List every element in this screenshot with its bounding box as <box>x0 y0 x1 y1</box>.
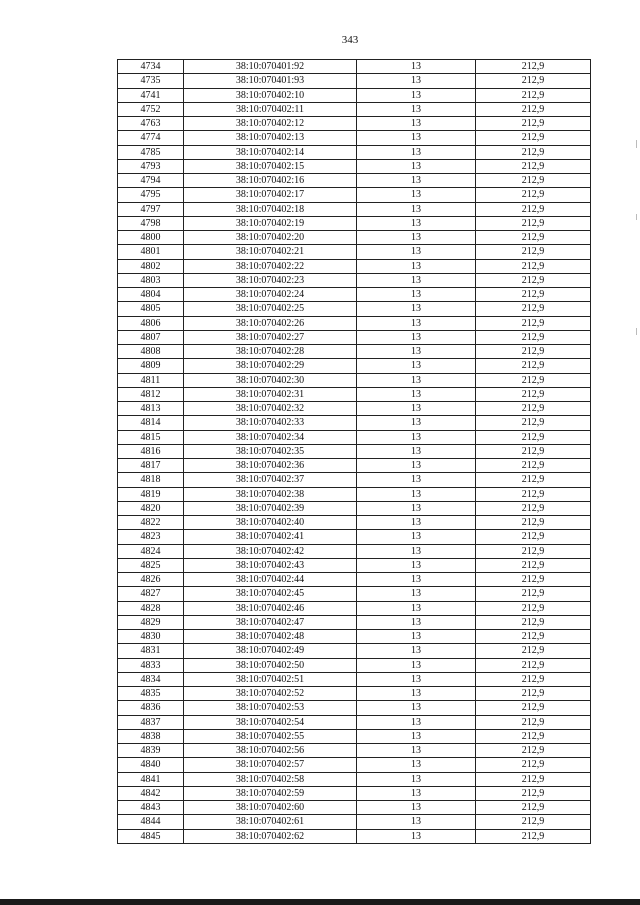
count-cell: 13 <box>357 60 476 74</box>
row-number-cell: 4800 <box>118 231 184 245</box>
cadastral-number-cell: 38:10:070402:44 <box>184 573 357 587</box>
area-cell: 212,9 <box>476 701 591 715</box>
cadastral-number-cell: 38:10:070402:60 <box>184 801 357 815</box>
scan-bottom-edge <box>0 899 640 905</box>
area-cell: 212,9 <box>476 302 591 316</box>
area-cell: 212,9 <box>476 188 591 202</box>
scan-edge-mark <box>636 328 637 335</box>
count-cell: 13 <box>357 715 476 729</box>
table-row <box>118 202 591 216</box>
area-cell: 212,9 <box>476 273 591 287</box>
count-cell: 13 <box>357 501 476 515</box>
area-cell: 212,9 <box>476 758 591 772</box>
cadastral-number-cell: 38:10:070402:23 <box>184 273 357 287</box>
count-cell: 13 <box>357 259 476 273</box>
area-cell: 212,9 <box>476 573 591 587</box>
cadastral-number-cell: 38:10:070402:32 <box>184 402 357 416</box>
cadastral-number-cell: 38:10:070402:42 <box>184 544 357 558</box>
row-number-cell: 4825 <box>118 558 184 572</box>
table-row <box>118 829 591 843</box>
table-row <box>118 345 591 359</box>
row-number-cell: 4807 <box>118 330 184 344</box>
cadastral-number-cell: 38:10:070402:24 <box>184 288 357 302</box>
area-cell: 212,9 <box>476 815 591 829</box>
row-number-cell: 4814 <box>118 416 184 430</box>
area-cell: 212,9 <box>476 772 591 786</box>
count-cell: 13 <box>357 273 476 287</box>
area-cell: 212,9 <box>476 288 591 302</box>
cadastral-number-cell: 38:10:070402:49 <box>184 644 357 658</box>
row-number-cell: 4774 <box>118 131 184 145</box>
table-row <box>118 288 591 302</box>
table-row <box>118 416 591 430</box>
table-row <box>118 60 591 74</box>
area-cell: 212,9 <box>476 672 591 686</box>
count-cell: 13 <box>357 729 476 743</box>
page-number: 343 <box>341 34 359 46</box>
count-cell: 13 <box>357 573 476 587</box>
area-cell: 212,9 <box>476 316 591 330</box>
table-row <box>118 216 591 230</box>
count-cell: 13 <box>357 216 476 230</box>
row-number-cell: 4801 <box>118 245 184 259</box>
count-cell: 13 <box>357 416 476 430</box>
row-number-cell: 4827 <box>118 587 184 601</box>
cadastral-number-cell: 38:10:070402:62 <box>184 829 357 843</box>
cadastral-number-cell: 38:10:070402:38 <box>184 487 357 501</box>
count-cell: 13 <box>357 601 476 615</box>
count-cell: 13 <box>357 687 476 701</box>
registry-table-body <box>118 60 591 844</box>
table-row <box>118 387 591 401</box>
count-cell: 13 <box>357 359 476 373</box>
row-number-cell: 4802 <box>118 259 184 273</box>
cadastral-number-cell: 38:10:070402:59 <box>184 786 357 800</box>
area-cell: 212,9 <box>476 615 591 629</box>
table-row <box>118 815 591 829</box>
registry-table <box>117 59 591 844</box>
table-row <box>118 544 591 558</box>
area-cell: 212,9 <box>476 601 591 615</box>
cadastral-number-cell: 38:10:070402:17 <box>184 188 357 202</box>
count-cell: 13 <box>357 487 476 501</box>
table-row <box>118 159 591 173</box>
row-number-cell: 4803 <box>118 273 184 287</box>
table-row <box>118 145 591 159</box>
table-row <box>118 516 591 530</box>
row-number-cell: 4829 <box>118 615 184 629</box>
area-cell: 212,9 <box>476 658 591 672</box>
table-row <box>118 117 591 131</box>
table-row <box>118 801 591 815</box>
table-row <box>118 316 591 330</box>
row-number-cell: 4828 <box>118 601 184 615</box>
area-cell: 212,9 <box>476 373 591 387</box>
area-cell: 212,9 <box>476 430 591 444</box>
area-cell: 212,9 <box>476 587 591 601</box>
cadastral-number-cell: 38:10:070402:25 <box>184 302 357 316</box>
cadastral-number-cell: 38:10:070402:15 <box>184 159 357 173</box>
cadastral-number-cell: 38:10:070402:16 <box>184 174 357 188</box>
count-cell: 13 <box>357 88 476 102</box>
table-row <box>118 131 591 145</box>
scan-edge-mark <box>636 140 637 148</box>
row-number-cell: 4813 <box>118 402 184 416</box>
count-cell: 13 <box>357 744 476 758</box>
area-cell: 212,9 <box>476 786 591 800</box>
area-cell: 212,9 <box>476 644 591 658</box>
cadastral-number-cell: 38:10:070402:33 <box>184 416 357 430</box>
cadastral-number-cell: 38:10:070402:20 <box>184 231 357 245</box>
area-cell: 212,9 <box>476 715 591 729</box>
row-number-cell: 4839 <box>118 744 184 758</box>
count-cell: 13 <box>357 330 476 344</box>
cadastral-number-cell: 38:10:070402:31 <box>184 387 357 401</box>
area-cell: 212,9 <box>476 60 591 74</box>
row-number-cell: 4822 <box>118 516 184 530</box>
cadastral-number-cell: 38:10:070402:29 <box>184 359 357 373</box>
area-cell: 212,9 <box>476 102 591 116</box>
table-row <box>118 74 591 88</box>
table-row <box>118 402 591 416</box>
table-row <box>118 174 591 188</box>
table-row <box>118 573 591 587</box>
area-cell: 212,9 <box>476 159 591 173</box>
row-number-cell: 4795 <box>118 188 184 202</box>
row-number-cell: 4734 <box>118 60 184 74</box>
cadastral-number-cell: 38:10:070402:61 <box>184 815 357 829</box>
count-cell: 13 <box>357 516 476 530</box>
count-cell: 13 <box>357 131 476 145</box>
row-number-cell: 4793 <box>118 159 184 173</box>
count-cell: 13 <box>357 459 476 473</box>
area-cell: 212,9 <box>476 516 591 530</box>
area-cell: 212,9 <box>476 744 591 758</box>
row-number-cell: 4785 <box>118 145 184 159</box>
count-cell: 13 <box>357 302 476 316</box>
cadastral-number-cell: 38:10:070402:14 <box>184 145 357 159</box>
count-cell: 13 <box>357 345 476 359</box>
table-row <box>118 601 591 615</box>
table-row <box>118 188 591 202</box>
row-number-cell: 4835 <box>118 687 184 701</box>
count-cell: 13 <box>357 758 476 772</box>
cadastral-number-cell: 38:10:070401:93 <box>184 74 357 88</box>
cadastral-number-cell: 38:10:070402:22 <box>184 259 357 273</box>
count-cell: 13 <box>357 701 476 715</box>
cadastral-number-cell: 38:10:070401:92 <box>184 60 357 74</box>
row-number-cell: 4798 <box>118 216 184 230</box>
area-cell: 212,9 <box>476 74 591 88</box>
count-cell: 13 <box>357 430 476 444</box>
row-number-cell: 4823 <box>118 530 184 544</box>
row-number-cell: 4763 <box>118 117 184 131</box>
row-number-cell: 4817 <box>118 459 184 473</box>
cadastral-number-cell: 38:10:070402:43 <box>184 558 357 572</box>
count-cell: 13 <box>357 159 476 173</box>
scan-edge-mark <box>636 214 637 220</box>
cadastral-number-cell: 38:10:070402:13 <box>184 131 357 145</box>
area-cell: 212,9 <box>476 145 591 159</box>
area-cell: 212,9 <box>476 402 591 416</box>
area-cell: 212,9 <box>476 729 591 743</box>
count-cell: 13 <box>357 231 476 245</box>
cadastral-number-cell: 38:10:070402:21 <box>184 245 357 259</box>
table-row <box>118 273 591 287</box>
count-cell: 13 <box>357 402 476 416</box>
count-cell: 13 <box>357 174 476 188</box>
count-cell: 13 <box>357 245 476 259</box>
row-number-cell: 4831 <box>118 644 184 658</box>
cadastral-number-cell: 38:10:070402:48 <box>184 630 357 644</box>
table-row <box>118 772 591 786</box>
area-cell: 212,9 <box>476 487 591 501</box>
count-cell: 13 <box>357 473 476 487</box>
area-cell: 212,9 <box>476 558 591 572</box>
cadastral-number-cell: 38:10:070402:10 <box>184 88 357 102</box>
row-number-cell: 4812 <box>118 387 184 401</box>
count-cell: 13 <box>357 615 476 629</box>
area-cell: 212,9 <box>476 829 591 843</box>
table-row <box>118 102 591 116</box>
row-number-cell: 4816 <box>118 444 184 458</box>
cadastral-number-cell: 38:10:070402:52 <box>184 687 357 701</box>
row-number-cell: 4806 <box>118 316 184 330</box>
cadastral-number-cell: 38:10:070402:35 <box>184 444 357 458</box>
row-number-cell: 4735 <box>118 74 184 88</box>
cadastral-number-cell: 38:10:070402:41 <box>184 530 357 544</box>
table-row <box>118 701 591 715</box>
row-number-cell: 4809 <box>118 359 184 373</box>
table-row <box>118 687 591 701</box>
table-row <box>118 672 591 686</box>
count-cell: 13 <box>357 444 476 458</box>
area-cell: 212,9 <box>476 88 591 102</box>
cadastral-number-cell: 38:10:070402:56 <box>184 744 357 758</box>
count-cell: 13 <box>357 801 476 815</box>
count-cell: 13 <box>357 658 476 672</box>
row-number-cell: 4811 <box>118 373 184 387</box>
count-cell: 13 <box>357 387 476 401</box>
row-number-cell: 4833 <box>118 658 184 672</box>
row-number-cell: 4840 <box>118 758 184 772</box>
cadastral-number-cell: 38:10:070402:47 <box>184 615 357 629</box>
row-number-cell: 4844 <box>118 815 184 829</box>
area-cell: 212,9 <box>476 330 591 344</box>
table-row <box>118 330 591 344</box>
row-number-cell: 4845 <box>118 829 184 843</box>
row-number-cell: 4834 <box>118 672 184 686</box>
row-number-cell: 4820 <box>118 501 184 515</box>
cadastral-number-cell: 38:10:070402:55 <box>184 729 357 743</box>
count-cell: 13 <box>357 202 476 216</box>
count-cell: 13 <box>357 644 476 658</box>
count-cell: 13 <box>357 672 476 686</box>
row-number-cell: 4805 <box>118 302 184 316</box>
area-cell: 212,9 <box>476 444 591 458</box>
cadastral-number-cell: 38:10:070402:11 <box>184 102 357 116</box>
row-number-cell: 4797 <box>118 202 184 216</box>
table-row <box>118 715 591 729</box>
table-row <box>118 231 591 245</box>
area-cell: 212,9 <box>476 131 591 145</box>
cadastral-number-cell: 38:10:070402:26 <box>184 316 357 330</box>
area-cell: 212,9 <box>476 544 591 558</box>
cadastral-number-cell: 38:10:070402:53 <box>184 701 357 715</box>
table-row <box>118 501 591 515</box>
count-cell: 13 <box>357 145 476 159</box>
cadastral-number-cell: 38:10:070402:58 <box>184 772 357 786</box>
row-number-cell: 4843 <box>118 801 184 815</box>
area-cell: 212,9 <box>476 459 591 473</box>
table-row <box>118 88 591 102</box>
count-cell: 13 <box>357 373 476 387</box>
area-cell: 212,9 <box>476 473 591 487</box>
row-number-cell: 4836 <box>118 701 184 715</box>
count-cell: 13 <box>357 630 476 644</box>
count-cell: 13 <box>357 815 476 829</box>
count-cell: 13 <box>357 558 476 572</box>
cadastral-number-cell: 38:10:070402:19 <box>184 216 357 230</box>
row-number-cell: 4838 <box>118 729 184 743</box>
cadastral-number-cell: 38:10:070402:50 <box>184 658 357 672</box>
table-row <box>118 644 591 658</box>
count-cell: 13 <box>357 530 476 544</box>
area-cell: 212,9 <box>476 259 591 273</box>
row-number-cell: 4826 <box>118 573 184 587</box>
count-cell: 13 <box>357 829 476 843</box>
table-row <box>118 530 591 544</box>
table-row <box>118 587 591 601</box>
cadastral-number-cell: 38:10:070402:46 <box>184 601 357 615</box>
table-row <box>118 758 591 772</box>
table-row <box>118 786 591 800</box>
row-number-cell: 4804 <box>118 288 184 302</box>
area-cell: 212,9 <box>476 174 591 188</box>
cadastral-number-cell: 38:10:070402:51 <box>184 672 357 686</box>
cadastral-number-cell: 38:10:070402:39 <box>184 501 357 515</box>
count-cell: 13 <box>357 786 476 800</box>
table-row <box>118 615 591 629</box>
cadastral-number-cell: 38:10:070402:30 <box>184 373 357 387</box>
row-number-cell: 4752 <box>118 102 184 116</box>
area-cell: 212,9 <box>476 387 591 401</box>
area-cell: 212,9 <box>476 801 591 815</box>
row-number-cell: 4794 <box>118 174 184 188</box>
table-row <box>118 658 591 672</box>
table-row <box>118 744 591 758</box>
row-number-cell: 4819 <box>118 487 184 501</box>
area-cell: 212,9 <box>476 231 591 245</box>
area-cell: 212,9 <box>476 530 591 544</box>
table-row <box>118 444 591 458</box>
cadastral-number-cell: 38:10:070402:18 <box>184 202 357 216</box>
cadastral-number-cell: 38:10:070402:27 <box>184 330 357 344</box>
table-row <box>118 259 591 273</box>
count-cell: 13 <box>357 188 476 202</box>
count-cell: 13 <box>357 102 476 116</box>
row-number-cell: 4741 <box>118 88 184 102</box>
cadastral-number-cell: 38:10:070402:12 <box>184 117 357 131</box>
row-number-cell: 4830 <box>118 630 184 644</box>
count-cell: 13 <box>357 587 476 601</box>
table-row <box>118 558 591 572</box>
count-cell: 13 <box>357 544 476 558</box>
count-cell: 13 <box>357 772 476 786</box>
cadastral-number-cell: 38:10:070402:36 <box>184 459 357 473</box>
area-cell: 212,9 <box>476 202 591 216</box>
count-cell: 13 <box>357 74 476 88</box>
table-row <box>118 302 591 316</box>
table-row <box>118 430 591 444</box>
row-number-cell: 4824 <box>118 544 184 558</box>
table-row <box>118 729 591 743</box>
table-row <box>118 373 591 387</box>
row-number-cell: 4815 <box>118 430 184 444</box>
area-cell: 212,9 <box>476 416 591 430</box>
area-cell: 212,9 <box>476 117 591 131</box>
area-cell: 212,9 <box>476 245 591 259</box>
area-cell: 212,9 <box>476 216 591 230</box>
area-cell: 212,9 <box>476 501 591 515</box>
table-row <box>118 630 591 644</box>
cadastral-number-cell: 38:10:070402:34 <box>184 430 357 444</box>
table-row <box>118 487 591 501</box>
count-cell: 13 <box>357 288 476 302</box>
row-number-cell: 4808 <box>118 345 184 359</box>
row-number-cell: 4841 <box>118 772 184 786</box>
row-number-cell: 4818 <box>118 473 184 487</box>
area-cell: 212,9 <box>476 630 591 644</box>
cadastral-number-cell: 38:10:070402:54 <box>184 715 357 729</box>
cadastral-number-cell: 38:10:070402:37 <box>184 473 357 487</box>
area-cell: 212,9 <box>476 359 591 373</box>
area-cell: 212,9 <box>476 345 591 359</box>
row-number-cell: 4842 <box>118 786 184 800</box>
area-cell: 212,9 <box>476 687 591 701</box>
count-cell: 13 <box>357 316 476 330</box>
cadastral-number-cell: 38:10:070402:45 <box>184 587 357 601</box>
cadastral-number-cell: 38:10:070402:28 <box>184 345 357 359</box>
row-number-cell: 4837 <box>118 715 184 729</box>
cadastral-number-cell: 38:10:070402:57 <box>184 758 357 772</box>
table-row <box>118 245 591 259</box>
table-row <box>118 359 591 373</box>
count-cell: 13 <box>357 117 476 131</box>
cadastral-number-cell: 38:10:070402:40 <box>184 516 357 530</box>
table-row <box>118 459 591 473</box>
table-row <box>118 473 591 487</box>
